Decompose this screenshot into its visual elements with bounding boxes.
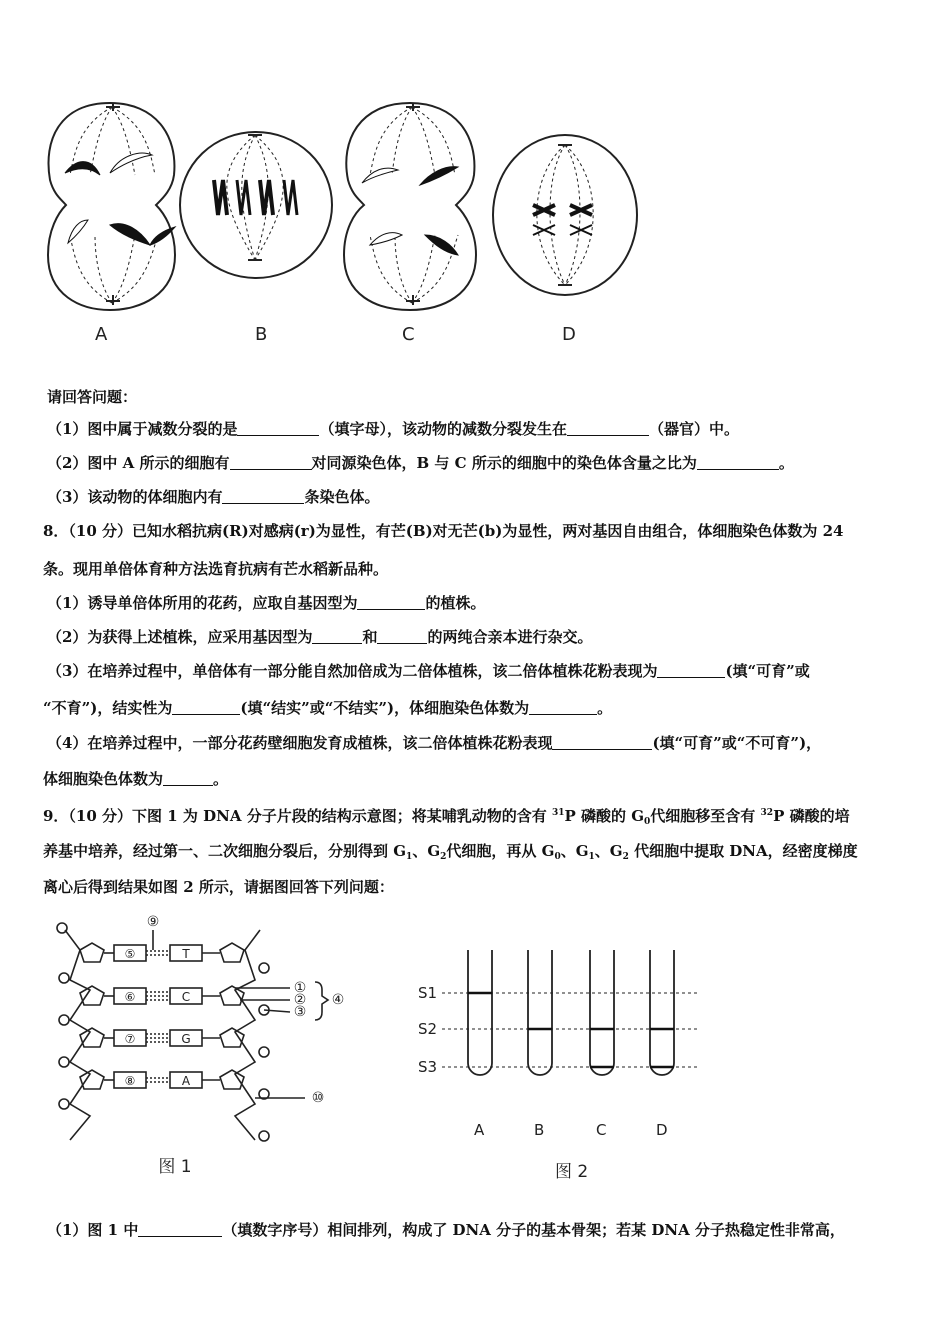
num-8: ⑧ [124, 1074, 136, 1088]
cell-label-c: C [402, 324, 415, 345]
cell-label-a: A [95, 324, 108, 345]
q7-p3: （3）该动物的体细胞内有 条染色体。 [47, 488, 380, 506]
q9-l1: 9．（10 分）下图 1 为 DNA 分子片段的结构示意图；将某哺乳动物的含有 $^{31}$P 磷酸的 $G_0$代细胞移至含有 $^{32}$P 磷酸的培 [43, 807, 850, 827]
level-s1: S1 [418, 984, 438, 1002]
q8-p2: （2）为获得上述植株，应采用基因型为 和 的两纯合亲本进行杂交。 [47, 628, 593, 646]
level-s3: S3 [418, 1058, 438, 1076]
base-t: T [182, 947, 190, 961]
tube-label-a: A [474, 1121, 485, 1139]
q8-p4: （4）在培养过程中，一部分花药壁细胞发育成植株，该二倍体植株花粉表现 (填“可育”或“不可育”)， [47, 734, 822, 752]
fig2-caption: 图 2 [555, 1162, 589, 1182]
cell-c-outline [344, 103, 476, 310]
num-9: ⑨ [146, 914, 160, 930]
cell-b-outline [180, 132, 332, 278]
cell-label-d: D [562, 324, 576, 345]
num-3: ③ [293, 1004, 307, 1020]
q8-head-b: 条。现用单倍体育种方法选育抗病有芒水稻新品种。 [43, 560, 389, 578]
num-10: ⑩ [311, 1090, 325, 1106]
cell-division-figure [40, 95, 650, 355]
num-7: ⑦ [124, 1032, 136, 1046]
q8-p1: （1）诱导单倍体所用的花药，应取自基因型为 的植株。 [47, 594, 486, 612]
q7-p1: （1）图中属于减数分裂的是 （填字母），该动物的减数分裂发生在 （器官）中。 [47, 420, 739, 438]
num-4: ④ [331, 992, 345, 1008]
base-a: A [181, 1074, 191, 1088]
fig1-caption: 图 1 [158, 1157, 192, 1177]
num-2: ② [293, 992, 307, 1008]
q9-l3: 离心后得到结果如图 2 所示，请据图回答下列问题： [43, 878, 394, 896]
base-g: G [181, 1032, 191, 1046]
cell-a-outline [48, 103, 175, 310]
dna-structure-figure [50, 910, 360, 1190]
tube-label-b: B [534, 1121, 545, 1139]
q8-p3: （3）在培养过程中，单倍体有一部分能自然加倍成为二倍体植株，该二倍体植株花粉表现为 (填“可育”或 [47, 662, 810, 680]
base-c: C [181, 990, 191, 1004]
num-6: ⑥ [124, 990, 136, 1004]
cell-d-outline [493, 135, 637, 295]
cell-label-b: B [255, 324, 268, 345]
tube-label-c: C [596, 1121, 607, 1139]
tube-label-d: D [656, 1121, 668, 1139]
q9-l2: 养基中培养，经过第一、二次细胞分裂后，分别得到 $G_1$、$G_2$代细胞，再从 $G_0$、$G_1$、$G_2$ 代细胞中提取 DNA，经密度梯度 [43, 842, 858, 862]
centrifuge-figure [410, 945, 710, 1190]
q8-p4b: 体细胞染色体数为 。 [43, 770, 229, 788]
level-s2: S2 [418, 1020, 438, 1038]
q8-head-a: 8．（10 分）已知水稻抗病(R)对感病(r)为显性，有芒(B)对无芒(b)为显性，两对基因自由组合，体细胞染色体数为 24 [43, 522, 844, 540]
q8-p3b: “不育”)，结实性为 (填“结实”或“不结实”)，体细胞染色体数为 。 [43, 699, 613, 717]
num-5: ⑤ [124, 947, 136, 961]
q9-p1: （1）图 1 中 （填数字序号）相间排列，构成了 DNA 分子的基本骨架；若某 DNA 分子热稳定性非常高， [47, 1221, 845, 1239]
q7-p2: （2）图中 A 所示的细胞有 对同源染色体，B 与 C 所示的细胞中的染色体含量之比为 。 [47, 454, 794, 472]
num-1: ① [293, 980, 307, 996]
intro: 请回答问题： [47, 388, 138, 406]
